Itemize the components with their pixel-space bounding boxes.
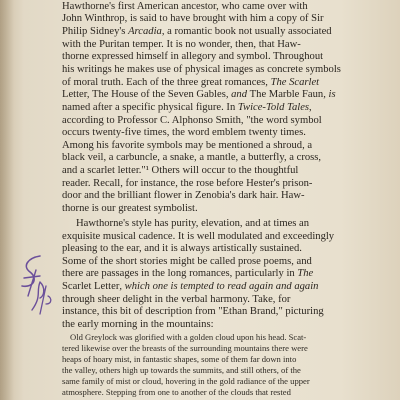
quote-line: Old Greylock was glorified with a golden cloud upon his head. Scat- — [70, 331, 307, 342]
text-line: Among his favorite symbols may be mentioned a shroud, a — [62, 139, 313, 151]
text-line: John Winthrop, is said to have brought with him a copy of Sir — [62, 13, 324, 25]
page-gutter-shadow — [0, 0, 14, 400]
text-line: through sheer delight in the verbal harmony. Take, for — [62, 293, 291, 305]
text-line: exquisite musical cadence. It is well modulated and exceedingly — [62, 230, 335, 242]
text-line: black veil, a carbuncle, a snake, a mantle, a butterfly, a cross, — [62, 152, 322, 164]
text-line: Scarlet Letter, which one is tempted to read again and again — [62, 281, 319, 293]
text-line: named after a specific physical figure. In Twice-Told Tales, — [62, 101, 312, 113]
quote-line: tered likewise over the breasts of the surrounding mountains there were — [62, 342, 308, 353]
text-line: and a scarlet letter."¹ Others will occur to the thoughtful — [62, 165, 299, 177]
text-line: instance, this bit of description from "Ethan Brand," picturing — [62, 306, 324, 318]
text-line: there are passages in the long romances, particularly in The — [62, 268, 314, 280]
text-line: door and the brilliant flower in Zenobia's dark hair. Haw- — [62, 190, 305, 202]
quote-line: atmosphere. Stepping from one to another of the clouds that rested — [62, 386, 291, 397]
text-line: Philip Sidney's Arcadia, a romantic book not usually associated — [62, 26, 332, 38]
text-line: occurs twenty-five times, the word emblem twenty times. — [62, 127, 306, 139]
quote-line: heaps of hoary mist, in fantastic shapes, some of them far down into — [62, 353, 297, 364]
text-line: according to Professor C. Alphonso Smith, "the word symbol — [62, 114, 322, 126]
text-line: Hawthorne's first American ancestor, who came over with — [62, 0, 308, 12]
handwritten-margin-note — [10, 252, 56, 316]
quote-line: the valley, others high up towards the summits, and still others, of the — [62, 364, 301, 375]
text-line: Hawthorne's style has purity, elevation, and at times an — [76, 217, 310, 229]
quote-line: same family of mist or cloud, hovering in the gold radiance of the upper — [62, 375, 310, 386]
text-line: Letter, The House of the Seven Gables, and The Marble Faun, is — [62, 89, 336, 101]
text-line: reader. Recall, for instance, the rose before Hester's prison- — [62, 177, 313, 189]
text-line: thorne is our greatest symbolist. — [62, 202, 198, 214]
text-line: of moral truth. Each of the three great romances, The Scarlet — [62, 76, 320, 88]
text-line: the early morning in the mountains: — [62, 319, 214, 331]
text-line: with the Puritan temper. It is no wonder, then, that Haw- — [62, 38, 301, 50]
text-line: pleasing to the ear, and it is always artistically sustained. — [62, 243, 302, 255]
text-line: thorne expressed himself in allegory and symbol. Throughout — [62, 51, 324, 63]
text-line: Some of the short stories might be called prose poems, and — [62, 255, 312, 267]
text-line: his writings he makes use of physical images as concrete symbols — [62, 63, 341, 75]
